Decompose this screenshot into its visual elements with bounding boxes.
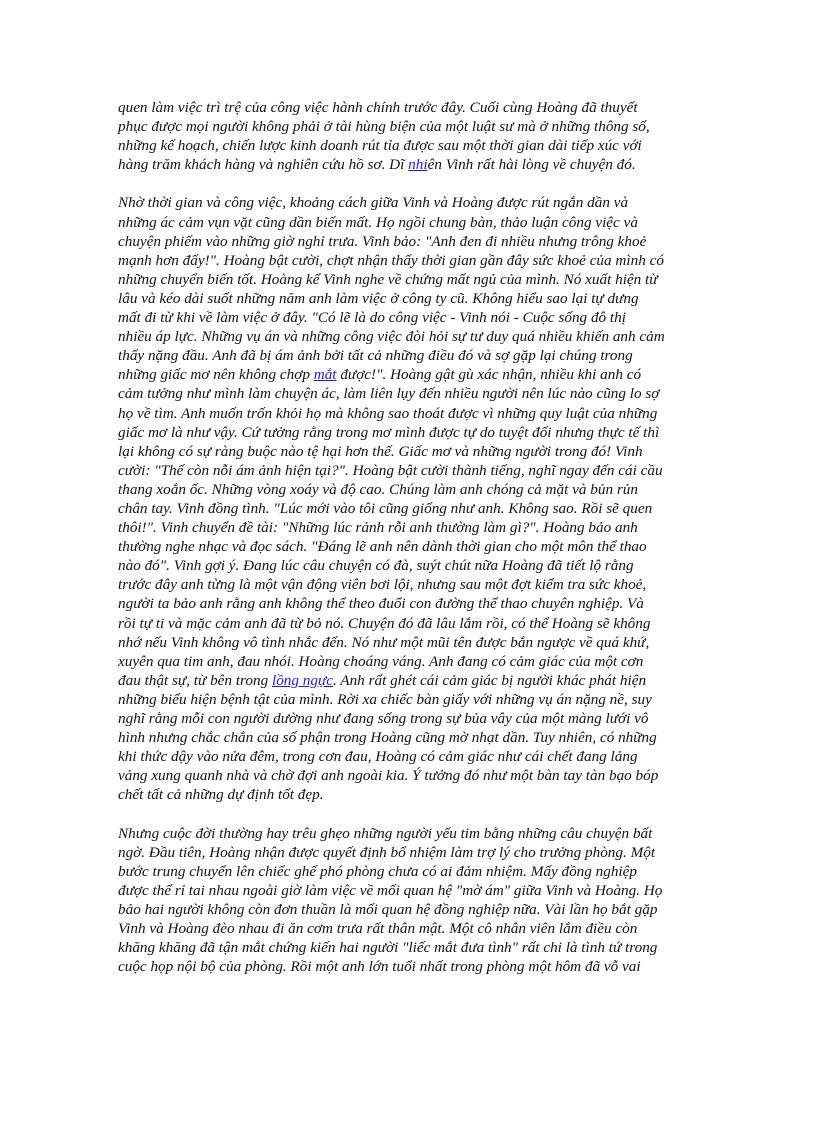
text-segment: phục được mọi người không phải ở tài hùng biện của một luật sư mà ở những thông số, <box>118 118 650 136</box>
text-segment: lâu và kéo dài suốt những năm anh làm việc ở công ty cũ. Không hiểu sao lại tự dưng <box>118 289 639 307</box>
text-line <box>118 251 698 270</box>
text-segment: nhớ nếu Vinh không vô tình nhắc đến. Nó như một mũi tên được bắn ngược về quá khứ, <box>118 633 650 651</box>
text-segment: thang xoắn ốc. Những vòng xoáy và độ cao. Chúng làm anh chóng cả mặt và bủn rủn <box>118 480 638 498</box>
text-line <box>118 728 698 747</box>
text-line <box>118 747 698 766</box>
text-line <box>118 824 698 843</box>
text-line <box>118 709 698 728</box>
text-line <box>118 900 698 919</box>
text-segment: bước trung chuyển lên chiếc ghế phó phòng chưa có ai đảm nhiệm. Mấy đồng nghiệp <box>118 862 637 880</box>
text-segment: thường nghe nhạc và đọc sách. "Đáng lẽ anh nên dành thời gian cho một môn thể thao <box>118 538 647 556</box>
text-line <box>118 785 698 804</box>
text-segment: . Anh rất ghét cái cảm giác bị người khác phát hiện <box>332 671 647 689</box>
text-line <box>118 594 698 613</box>
text-line <box>118 423 698 442</box>
text-line <box>118 461 698 480</box>
text-line <box>118 308 698 327</box>
text-segment: Nhờ thời gian và công việc, khoảng cách giữa Vinh và Hoàng được rút ngắn dần và <box>118 194 629 212</box>
text-segment: họ về tìm. Anh muốn trốn khỏi họ mà không sao thoát được vì những quy luật của những <box>118 404 658 422</box>
text-line <box>118 404 698 423</box>
text-line <box>118 518 698 537</box>
text-segment: Vinh và Hoàng đèo nhau đi ăn cơm trưa rất thân mật. Một cô nhân viên lắm điều còn <box>118 920 638 938</box>
text-segment: nào đó". Vinh gợi ý. Đang lúc câu chuyện có đà, suýt chút nữa Hoàng đã tiết lộ rằng <box>118 557 634 575</box>
text-line <box>118 499 698 518</box>
text-segment: ên Vinh rất hài lòng về chuyện đó. <box>427 156 636 174</box>
text-line <box>118 98 698 117</box>
text-segment: hàng trăm khách hàng và nghiên cứu hồ sơ. Dĩ <box>118 156 409 174</box>
text-line <box>118 614 698 633</box>
text-segment: mất đi từ khi về làm việc ở đây. "Có lẽ là do công việc - Vinh nói - Cuộc sống đô thị <box>118 309 626 327</box>
text-line <box>118 633 698 652</box>
text-line <box>118 327 698 346</box>
text-segment: bảo hai người không còn đơn thuần là mối quan hệ đồng nghiệp nữa. Vài lần họ bắt gặp <box>118 900 658 918</box>
paragraph <box>118 193 698 804</box>
text-segment: được thể rỉ tai nhau ngoài giờ làm việc về mối quan hệ "mờ ám" giữa Vinh và Hoàng. Họ <box>118 881 663 899</box>
hyperlink[interactable]: nhi <box>408 156 428 174</box>
text-segment: vảng xung quanh nhà và chờ đợi anh ngoài kia. Ý tưởng đó như một bàn tay tàn bạo bóp <box>118 767 659 785</box>
text-line <box>118 652 698 671</box>
text-line <box>118 346 698 365</box>
text-segment: cuộc họp nội bộ của phòng. Rồi một anh lớn tuổi nhất trong phòng một hôm đã vỗ vai <box>118 958 641 976</box>
text-line <box>118 213 698 232</box>
text-segment: lại không có sự ràng buộc nào tệ hại hơn thế. Giấc mơ và những người trong đó! Vinh <box>118 442 643 460</box>
text-segment: giấc mơ là như vậy. Cứ tưởng rằng trong mơ mình được tự do tuyệt đối nhưng thực tế thì <box>118 423 660 441</box>
text-line <box>118 155 698 174</box>
text-line <box>118 270 698 289</box>
text-segment: khi thức dậy vào nửa đêm, trong cơn đau, Hoàng có cảm giác như cái chết đang lảng <box>118 748 638 766</box>
text-segment: rồi tự ti và mặc cảm anh đã từ bỏ nó. Chuyện đó đã lâu lắm rồi, có thể Hoàng sẽ không <box>118 614 651 632</box>
text-segment: người ta bảo anh rằng anh không thể theo đuổi con đường thể thao chuyên nghiệp. Và <box>118 595 644 613</box>
text-segment: Nhưng cuộc đời thường hay trêu ghẹo những người yếu tim bằng những câu chuyện bất <box>118 824 653 842</box>
text-segment: những biểu hiện bệnh tật của mình. Rời xa chiếc bàn giấy với những vụ án nặng nề, suy <box>118 690 652 708</box>
body-text <box>118 98 698 995</box>
text-line <box>118 881 698 900</box>
text-line <box>118 136 698 155</box>
text-segment: thấy nặng đầu. Anh đã bị ám ảnh bởi tất cả những điều đó và sợ gặp lại chúng trong <box>118 347 633 365</box>
text-line <box>118 117 698 136</box>
paragraph <box>118 98 698 174</box>
text-line <box>118 442 698 461</box>
paragraph <box>118 824 698 977</box>
text-line <box>118 843 698 862</box>
text-line <box>118 938 698 957</box>
text-segment: xuyên qua tim anh, đau nhói. Hoàng choáng váng. Anh đang có cảm giác của một cơn <box>118 652 644 670</box>
text-segment: được!". Hoàng gật gù xác nhận, nhiều khi anh có <box>336 366 642 384</box>
text-segment: chuyện phiếm vào những giờ nghỉ trưa. Vinh bảo: "Anh đen đi nhiều nhưng trông khoẻ <box>118 232 647 250</box>
text-line <box>118 289 698 308</box>
text-segment: những kế hoạch, chiến lược kinh doanh rút tỉa được sau một thời gian dài tiếp xúc với <box>118 137 642 155</box>
text-segment: ngờ. Đầu tiên, Hoàng nhận được quyết định bổ nhiệm làm trợ lý cho trưởng phòng. Một <box>118 843 656 861</box>
text-segment: chết tất cả những dự định tốt đẹp. <box>118 786 324 804</box>
text-segment: hình nhưng chắc chắn của số phận trong Hoàng cũng mờ nhạt dần. Tuy nhiên, có những <box>118 729 657 747</box>
text-line <box>118 384 698 403</box>
text-line <box>118 537 698 556</box>
text-line <box>118 193 698 212</box>
text-line <box>118 575 698 594</box>
text-line <box>118 690 698 709</box>
text-line <box>118 957 698 976</box>
text-segment: cười: "Thế còn nỗi ám ảnh hiện tại?". Hoàng bật cười thành tiếng, nghĩ ngay đến cái cầu <box>118 461 663 479</box>
text-line <box>118 862 698 881</box>
text-segment: quen làm việc trì trệ của công việc hành chính trước đây. Cuối cùng Hoàng đã thuyết <box>118 99 638 116</box>
text-line <box>118 480 698 499</box>
text-segment: trước đây anh từng là một vận động viên bơi lội, nhưng sau một đợt kiểm tra sức khoẻ, <box>118 576 647 594</box>
text-segment: đau thật sự, từ bên trong <box>118 671 272 689</box>
text-line <box>118 919 698 938</box>
text-line <box>118 556 698 575</box>
text-segment: mạnh hơn đấy!". Hoàng bật cười, chợt nhận thấy thời gian gần đây sức khoẻ của mình có <box>118 251 664 269</box>
text-segment: nghĩ rằng mỗi con người dường như đang sống trong sự bủa vây của một màng lưới vô <box>118 710 649 727</box>
text-line <box>118 232 698 251</box>
text-line <box>118 671 698 690</box>
text-segment: những chuyển biến tốt. Hoàng kể Vinh nghe về chứng mất ngủ của mình. Nó xuất hiện từ <box>118 270 658 288</box>
text-segment: cảm tưởng như mình làm chuyện ác, làm liên lụy đến nhiều người nên lúc nào cũng lo sợ <box>118 385 660 403</box>
hyperlink[interactable]: lồng ngực <box>271 671 333 689</box>
text-segment: thôi!". Vinh chuyển đề tài: "Những lúc rảnh rỗi anh thường làm gì?". Hoàng bảo anh <box>118 519 638 537</box>
text-segment: nhiều áp lực. Những vụ án và những công việc đòi hỏi sự tư duy quá nhiều khiến anh cảm <box>118 328 665 346</box>
hyperlink[interactable]: mắt <box>313 366 337 384</box>
text-line <box>118 365 698 384</box>
text-segment: những giấc mơ nên không chợp <box>118 366 314 384</box>
text-line <box>118 766 698 785</box>
text-segment: khăng khăng đã tận mắt chứng kiến hai người "liếc mắt đưa tình" rất chi là tình tứ trong <box>118 939 658 957</box>
text-segment: những ác cảm vụn vặt cũng dần biến mất. Họ ngồi chung bàn, thảo luận công việc và <box>118 213 638 231</box>
text-segment: chân tay. Vinh đồng tình. "Lúc mới vào tôi cũng giống như anh. Không sao. Rồi sẽ quen <box>118 499 653 517</box>
